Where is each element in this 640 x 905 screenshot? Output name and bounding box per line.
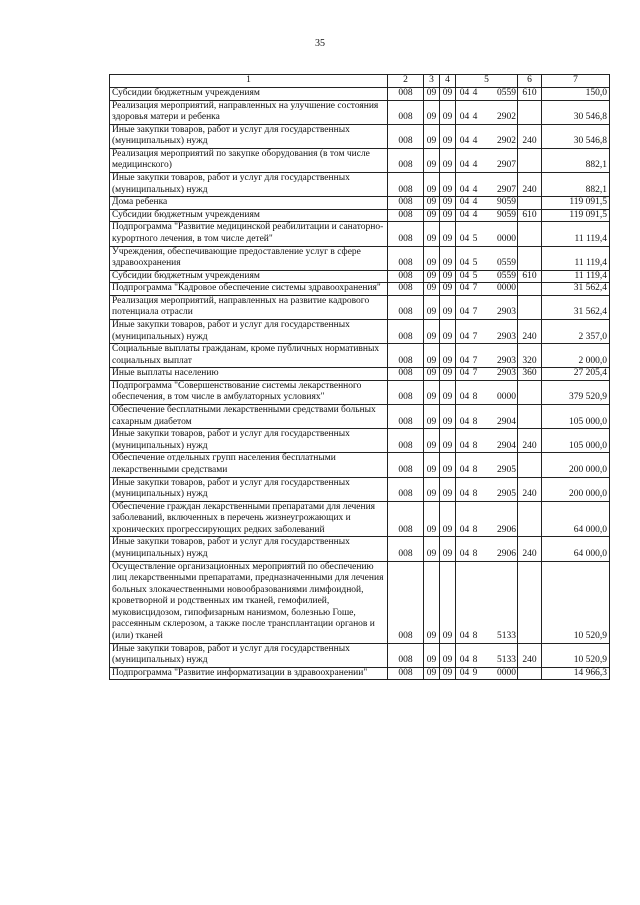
budget-table: [109, 74, 610, 680]
table-row: [110, 197, 610, 210]
section-code: 09: [424, 429, 440, 453]
table-row: [110, 100, 610, 124]
target-article-program: 04: [459, 88, 470, 98]
row-name: Подпрограмма "Развитие информатизации в здравоохранении": [110, 667, 388, 680]
target-article-code: [456, 270, 518, 283]
target-article-direction: 2903: [497, 331, 516, 342]
row-name: Иные закупки товаров, работ и услуг для государственных (муниципальных) нужд: [110, 429, 388, 453]
target-article-subprogram: 5: [472, 233, 478, 244]
row-name: Иные закупки товаров, работ и услуг для государственных (муниципальных) нужд: [110, 643, 388, 667]
section-code: 09: [424, 209, 440, 222]
row-name: Обеспечение бесплатными лекарственными средствами больных сахарным диабетом: [110, 405, 388, 429]
amount: 150,0: [542, 88, 610, 101]
target-article-direction: 0000: [497, 283, 516, 294]
target-article-program: 04: [459, 307, 470, 318]
target-article-subprogram: 5: [472, 270, 478, 281]
section-code: 09: [424, 561, 440, 643]
target-article-program: 04: [459, 655, 470, 666]
column-header: 6: [518, 75, 542, 88]
expense-type-code: [518, 246, 542, 270]
target-article-code: [456, 209, 518, 222]
subsection-code: 09: [440, 477, 456, 501]
amount: 11 119,4: [542, 270, 610, 283]
table-row: [110, 429, 610, 453]
subsection-code: 09: [440, 643, 456, 667]
section-code: 09: [424, 368, 440, 381]
section-code: 09: [424, 667, 440, 680]
admin-code: 008: [388, 222, 424, 246]
target-article-code: [456, 477, 518, 501]
target-article-code: [456, 246, 518, 270]
expense-type-code: [518, 222, 542, 246]
target-article-code: [456, 100, 518, 124]
expense-type-code: 240: [518, 124, 542, 148]
target-article-subprogram: 5: [472, 258, 478, 269]
target-article-program: 04: [459, 524, 470, 535]
admin-code: 008: [388, 124, 424, 148]
target-article-program: 04: [459, 331, 470, 342]
target-article-direction: 0559: [497, 270, 516, 281]
section-code: 09: [424, 319, 440, 343]
target-article-subprogram: 4: [472, 184, 478, 195]
target-article-subprogram: 7: [472, 355, 478, 366]
subsection-code: 09: [440, 100, 456, 124]
expense-type-code: [518, 295, 542, 319]
section-code: 09: [424, 405, 440, 429]
section-code: 09: [424, 477, 440, 501]
amount: 119 091,5: [542, 209, 610, 222]
target-article-program: 04: [459, 160, 470, 171]
target-article-direction: 5133: [497, 655, 516, 666]
admin-code: 008: [388, 197, 424, 210]
target-article-code: [456, 380, 518, 404]
subsection-code: 09: [440, 173, 456, 197]
target-article-direction: 2904: [497, 416, 516, 427]
expense-type-code: 610: [518, 209, 542, 222]
expense-type-code: 240: [518, 173, 542, 197]
target-article-subprogram: 4: [472, 88, 478, 98]
target-article-program: 04: [459, 270, 470, 281]
target-article-subprogram: 4: [472, 112, 478, 123]
target-article-code: [456, 222, 518, 246]
section-code: 09: [424, 537, 440, 561]
table-header-row: [110, 75, 610, 88]
expense-type-code: 240: [518, 537, 542, 561]
target-article-program: 04: [459, 112, 470, 123]
section-code: 09: [424, 88, 440, 101]
subsection-code: 09: [440, 380, 456, 404]
row-name: Иные выплаты населению: [110, 368, 388, 381]
target-article-code: [456, 283, 518, 296]
target-article-subprogram: 7: [472, 283, 478, 294]
row-name: Субсидии бюджетным учреждениям: [110, 209, 388, 222]
subsection-code: 09: [440, 88, 456, 101]
subsection-code: 09: [440, 405, 456, 429]
target-article-program: 04: [459, 464, 470, 475]
target-article-direction: 2904: [497, 440, 516, 451]
section-code: 09: [424, 173, 440, 197]
table-row: [110, 380, 610, 404]
expense-type-code: [518, 100, 542, 124]
expense-type-code: [518, 405, 542, 429]
admin-code: 008: [388, 173, 424, 197]
target-article-code: [456, 148, 518, 172]
target-article-direction: 2906: [497, 524, 516, 535]
target-article-subprogram: 7: [472, 307, 478, 318]
row-name: Иные закупки товаров, работ и услуг для государственных (муниципальных) нужд: [110, 477, 388, 501]
subsection-code: 09: [440, 453, 456, 477]
section-code: 09: [424, 344, 440, 368]
target-article-code: [456, 537, 518, 561]
admin-code: 008: [388, 100, 424, 124]
target-article-direction: 0000: [497, 233, 516, 244]
target-article-code: [456, 295, 518, 319]
target-article-program: 04: [459, 392, 470, 403]
target-article-code: [456, 197, 518, 210]
subsection-code: 09: [440, 222, 456, 246]
expense-type-code: [518, 453, 542, 477]
target-article-code: [456, 344, 518, 368]
target-article-subprogram: 4: [472, 136, 478, 147]
amount: 30 546,8: [542, 100, 610, 124]
expense-type-code: [518, 283, 542, 296]
target-article-direction: 0559: [497, 88, 516, 98]
row-name: Реализация мероприятий, направленных на улучшение состояния здоровья матери и ребенка: [110, 100, 388, 124]
target-article-subprogram: 4: [472, 160, 478, 171]
amount: 379 520,9: [542, 380, 610, 404]
target-article-code: [456, 643, 518, 667]
target-article-subprogram: 8: [472, 440, 478, 451]
row-name: Иные закупки товаров, работ и услуг для государственных (муниципальных) нужд: [110, 173, 388, 197]
row-name: Осуществление организационных мероприятий по обеспечению лиц лекарственными препаратами, предназначенными для лечения больных злокачественными новообразованиями лимфоидной, кроветворной и родственных им тканей, гемофилией, муковисцидозом, гипофизарным нанизмом, болезнью Гоше, рассеянным склерозом, а также после трансплантации органов и (или) тканей: [110, 561, 388, 643]
target-article-code: [456, 405, 518, 429]
subsection-code: 09: [440, 344, 456, 368]
amount: 10 520,9: [542, 561, 610, 643]
amount: 105 000,0: [542, 405, 610, 429]
amount: 200 000,0: [542, 453, 610, 477]
table-row: [110, 246, 610, 270]
table-row: [110, 405, 610, 429]
table-row: [110, 368, 610, 381]
table-row: [110, 283, 610, 296]
amount: 31 562,4: [542, 283, 610, 296]
target-article-subprogram: 8: [472, 416, 478, 427]
admin-code: 008: [388, 501, 424, 537]
expense-type-code: [518, 667, 542, 680]
table-row: [110, 477, 610, 501]
table-row: [110, 319, 610, 343]
admin-code: 008: [388, 453, 424, 477]
admin-code: 008: [388, 429, 424, 453]
row-name: Подпрограмма "Развитие медицинской реабилитации и санаторно-курортного лечения, в том числе детей": [110, 222, 388, 246]
column-header: 2: [388, 75, 424, 88]
target-article-direction: 2905: [497, 489, 516, 500]
table-row: [110, 222, 610, 246]
target-article-program: 04: [459, 667, 470, 678]
amount: 30 546,8: [542, 124, 610, 148]
amount: 64 000,0: [542, 537, 610, 561]
subsection-code: 09: [440, 283, 456, 296]
target-article-direction: 2907: [497, 160, 516, 171]
table-row: [110, 295, 610, 319]
target-article-direction: 2902: [497, 136, 516, 147]
target-article-subprogram: 8: [472, 489, 478, 500]
section-code: 09: [424, 501, 440, 537]
expense-type-code: 360: [518, 368, 542, 381]
target-article-direction: 5133: [497, 631, 516, 642]
subsection-code: 09: [440, 197, 456, 210]
row-name: Социальные выплаты гражданам, кроме публичных нормативных социальных выплат: [110, 344, 388, 368]
admin-code: 008: [388, 209, 424, 222]
section-code: 09: [424, 222, 440, 246]
row-name: Учреждения, обеспечивающие предоставление услуг в сфере здравоохранения: [110, 246, 388, 270]
section-code: 09: [424, 283, 440, 296]
table-row: [110, 453, 610, 477]
expense-type-code: [518, 501, 542, 537]
admin-code: 008: [388, 643, 424, 667]
column-header: 3: [424, 75, 440, 88]
target-article-program: 04: [459, 548, 470, 559]
target-article-direction: 2906: [497, 548, 516, 559]
subsection-code: 09: [440, 319, 456, 343]
target-article-subprogram: 8: [472, 631, 478, 642]
target-article-subprogram: 9: [472, 667, 478, 678]
admin-code: 008: [388, 295, 424, 319]
row-name: Подпрограмма "Кадровое обеспечение системы здравоохранения": [110, 283, 388, 296]
target-article-direction: 2903: [497, 355, 516, 366]
amount: 882,1: [542, 148, 610, 172]
table-row: [110, 270, 610, 283]
expense-type-code: 240: [518, 477, 542, 501]
section-code: 09: [424, 197, 440, 210]
amount: 27 205,4: [542, 368, 610, 381]
target-article-subprogram: 8: [472, 392, 478, 403]
expense-type-code: [518, 380, 542, 404]
admin-code: 008: [388, 477, 424, 501]
subsection-code: 09: [440, 209, 456, 222]
section-code: 09: [424, 148, 440, 172]
section-code: 09: [424, 643, 440, 667]
page-number: 35: [315, 38, 325, 49]
admin-code: 008: [388, 561, 424, 643]
target-article-direction: 2902: [497, 112, 516, 123]
section-code: 09: [424, 270, 440, 283]
target-article-code: [456, 173, 518, 197]
target-article-direction: 2903: [497, 307, 516, 318]
target-article-program: 04: [459, 489, 470, 500]
column-header: 7: [542, 75, 610, 88]
target-article-code: [456, 319, 518, 343]
subsection-code: 09: [440, 270, 456, 283]
target-article-code: [456, 368, 518, 381]
target-article-code: [456, 453, 518, 477]
row-name: Обеспечение отдельных групп населения бесплатными лекарственными средствами: [110, 453, 388, 477]
table-row: [110, 124, 610, 148]
section-code: 09: [424, 246, 440, 270]
target-article-program: 04: [459, 197, 470, 208]
row-name: Субсидии бюджетным учреждениям: [110, 88, 388, 101]
amount: 31 562,4: [542, 295, 610, 319]
expense-type-code: 610: [518, 88, 542, 101]
amount: 11 119,4: [542, 246, 610, 270]
table-row: [110, 561, 610, 643]
section-code: 09: [424, 124, 440, 148]
admin-code: 008: [388, 380, 424, 404]
target-article-direction: 9059: [497, 209, 516, 220]
target-article-program: 04: [459, 258, 470, 269]
target-article-subprogram: 8: [472, 464, 478, 475]
target-article-subprogram: 4: [472, 197, 478, 208]
target-article-program: 04: [459, 184, 470, 195]
target-article-direction: 9059: [497, 197, 516, 208]
table-row: [110, 148, 610, 172]
expense-type-code: 610: [518, 270, 542, 283]
subsection-code: 09: [440, 537, 456, 561]
admin-code: 008: [388, 88, 424, 101]
target-article-program: 04: [459, 283, 470, 294]
table-row: [110, 667, 610, 680]
row-name: Реализация мероприятий по закупке оборудования (в том числе медицинского): [110, 148, 388, 172]
admin-code: 008: [388, 270, 424, 283]
table-row: [110, 501, 610, 537]
target-article-program: 04: [459, 631, 470, 642]
admin-code: 008: [388, 148, 424, 172]
admin-code: 008: [388, 537, 424, 561]
target-article-subprogram: 4: [472, 209, 478, 220]
row-name: Реализация мероприятий, направленных на развитие кадрового потенциала отрасли: [110, 295, 388, 319]
row-name: Иные закупки товаров, работ и услуг для государственных (муниципальных) нужд: [110, 319, 388, 343]
amount: 2 357,0: [542, 319, 610, 343]
target-article-direction: 2905: [497, 464, 516, 475]
table-row: [110, 537, 610, 561]
table-row: [110, 88, 610, 101]
target-article-program: 04: [459, 440, 470, 451]
admin-code: 008: [388, 319, 424, 343]
target-article-subprogram: 8: [472, 655, 478, 666]
target-article-code: [456, 501, 518, 537]
expense-type-code: [518, 148, 542, 172]
expense-type-code: 320: [518, 344, 542, 368]
table-row: [110, 209, 610, 222]
subsection-code: 09: [440, 124, 456, 148]
target-article-direction: 0000: [497, 667, 516, 678]
subsection-code: 09: [440, 667, 456, 680]
target-article-code: [456, 429, 518, 453]
expense-type-code: [518, 561, 542, 643]
target-article-program: 04: [459, 368, 470, 379]
section-code: 09: [424, 295, 440, 319]
subsection-code: 09: [440, 246, 456, 270]
row-name: Иные закупки товаров, работ и услуг для государственных (муниципальных) нужд: [110, 124, 388, 148]
expense-type-code: 240: [518, 319, 542, 343]
expense-type-code: 240: [518, 429, 542, 453]
admin-code: 008: [388, 667, 424, 680]
row-name: Субсидии бюджетным учреждениям: [110, 270, 388, 283]
admin-code: 008: [388, 344, 424, 368]
subsection-code: 09: [440, 368, 456, 381]
expense-type-code: [518, 197, 542, 210]
target-article-program: 04: [459, 136, 470, 147]
subsection-code: 09: [440, 429, 456, 453]
column-header: 4: [440, 75, 456, 88]
subsection-code: 09: [440, 295, 456, 319]
table-row: [110, 344, 610, 368]
target-article-subprogram: 7: [472, 368, 478, 379]
target-article-program: 04: [459, 209, 470, 220]
expense-type-code: 240: [518, 643, 542, 667]
amount: 200 000,0: [542, 477, 610, 501]
target-article-subprogram: 8: [472, 548, 478, 559]
amount: 10 520,9: [542, 643, 610, 667]
admin-code: 008: [388, 283, 424, 296]
amount: 14 966,3: [542, 667, 610, 680]
admin-code: 008: [388, 405, 424, 429]
target-article-code: [456, 124, 518, 148]
row-name: Иные закупки товаров, работ и услуг для государственных (муниципальных) нужд: [110, 537, 388, 561]
target-article-direction: 0559: [497, 258, 516, 269]
target-article-code: [456, 88, 518, 101]
section-code: 09: [424, 100, 440, 124]
amount: 105 000,0: [542, 429, 610, 453]
section-code: 09: [424, 380, 440, 404]
admin-code: 008: [388, 246, 424, 270]
row-name: Обеспечение граждан лекарственными препаратами для лечения заболеваний, включенных в перечень жизнеугрожающих и хронических прогрессирующих редких заболеваний: [110, 501, 388, 537]
table-row: [110, 173, 610, 197]
row-name: Дома ребенка: [110, 197, 388, 210]
column-header: 5: [456, 75, 518, 88]
target-article-subprogram: 7: [472, 331, 478, 342]
target-article-direction: 2907: [497, 184, 516, 195]
target-article-code: [456, 667, 518, 680]
amount: 119 091,5: [542, 197, 610, 210]
amount: 882,1: [542, 173, 610, 197]
table-row: [110, 643, 610, 667]
subsection-code: 09: [440, 561, 456, 643]
subsection-code: 09: [440, 501, 456, 537]
row-name: Подпрограмма "Совершенствование системы лекарственного обеспечения, в том числе в амбулаторных условиях": [110, 380, 388, 404]
target-article-program: 04: [459, 355, 470, 366]
column-header: 1: [110, 75, 388, 88]
admin-code: 008: [388, 368, 424, 381]
amount: 11 119,4: [542, 222, 610, 246]
amount: 64 000,0: [542, 501, 610, 537]
target-article-program: 04: [459, 233, 470, 244]
target-article-direction: 0000: [497, 392, 516, 403]
target-article-code: [456, 561, 518, 643]
section-code: 09: [424, 453, 440, 477]
target-article-subprogram: 8: [472, 524, 478, 535]
target-article-program: 04: [459, 416, 470, 427]
subsection-code: 09: [440, 148, 456, 172]
amount: 2 000,0: [542, 344, 610, 368]
target-article-direction: 2903: [497, 368, 516, 379]
